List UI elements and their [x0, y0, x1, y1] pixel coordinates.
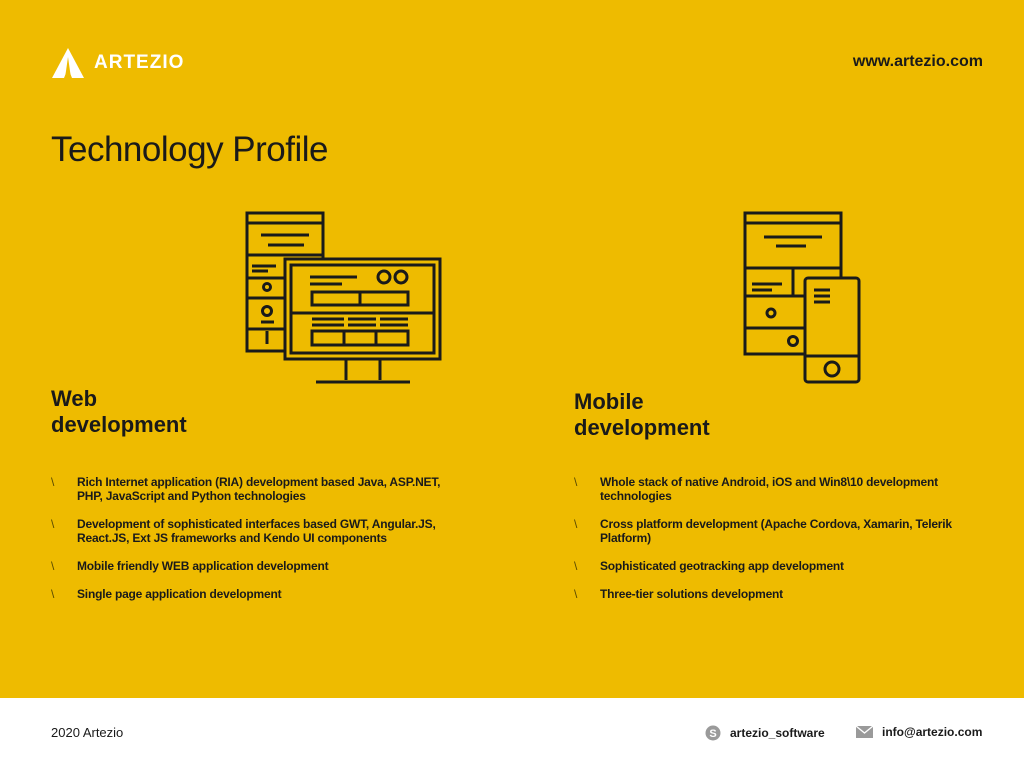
- bullet: \: [574, 559, 578, 573]
- list-item: [574, 559, 964, 573]
- artezio-logo[interactable]: [52, 48, 184, 78]
- list-item-text: Whole stack of native Android, iOS and Win8\10 development technologies: [600, 475, 938, 503]
- list-item-text: Single page application development: [77, 587, 282, 601]
- logo-text: ARTEZIO: [94, 52, 185, 73]
- skype-handle: artezio_software: [730, 726, 825, 740]
- list-item: [51, 587, 451, 601]
- logo-mark-icon: [52, 48, 84, 78]
- footer: [0, 698, 1024, 768]
- skype-icon: [705, 725, 721, 741]
- list-item: [574, 587, 964, 601]
- mobile-development-list: [574, 475, 964, 615]
- list-item: [51, 517, 451, 545]
- bullet: \: [574, 475, 578, 489]
- list-item-text: Development of sophisticated interfaces based GWT, Angular.JS, React.JS, Ext JS frameworks and Kendo UI components: [77, 517, 436, 545]
- list-item-text: Sophisticated geotracking app development: [600, 559, 844, 573]
- list-item-text: Rich Internet application (RIA) development based Java, ASP.NET, PHP, JavaScript and Python technologies: [77, 475, 441, 503]
- email-contact[interactable]: [856, 725, 982, 739]
- bullet: \: [51, 559, 55, 573]
- list-item: [51, 475, 451, 503]
- section-title-mobile-line2: development: [574, 415, 710, 440]
- bullet: \: [574, 517, 578, 531]
- bullet: \: [51, 475, 55, 489]
- site-url-link[interactable]: www.artezio.com: [852, 53, 983, 70]
- skype-contact[interactable]: [705, 725, 825, 741]
- page-title: Technology Profile: [51, 130, 328, 169]
- list-item: [574, 475, 964, 503]
- section-title-mobile: [574, 389, 774, 441]
- mail-icon: [856, 726, 873, 738]
- list-item-text: Cross platform development (Apache Cordova, Xamarin, Telerik Platform): [600, 517, 952, 545]
- bullet: \: [51, 517, 55, 531]
- mobile-development-illustration: [742, 210, 866, 395]
- list-item: [574, 517, 964, 545]
- svg-text:S: S: [709, 728, 717, 740]
- section-title-web: [51, 386, 251, 438]
- list-item-text: Three-tier solutions development: [600, 587, 783, 601]
- copyright-text: 2020 Artezio: [51, 725, 124, 740]
- web-development-illustration: [244, 210, 444, 395]
- bullet: \: [51, 587, 55, 601]
- email-address: info@artezio.com: [882, 725, 983, 739]
- section-title-mobile-line1: Mobile: [574, 389, 644, 414]
- section-title-web-line2: development: [51, 412, 187, 437]
- list-item: [51, 559, 451, 573]
- web-development-list: [51, 475, 451, 615]
- section-title-web-line1: Web: [51, 386, 98, 411]
- bullet: \: [574, 587, 578, 601]
- list-item-text: Mobile friendly WEB application development: [77, 559, 329, 573]
